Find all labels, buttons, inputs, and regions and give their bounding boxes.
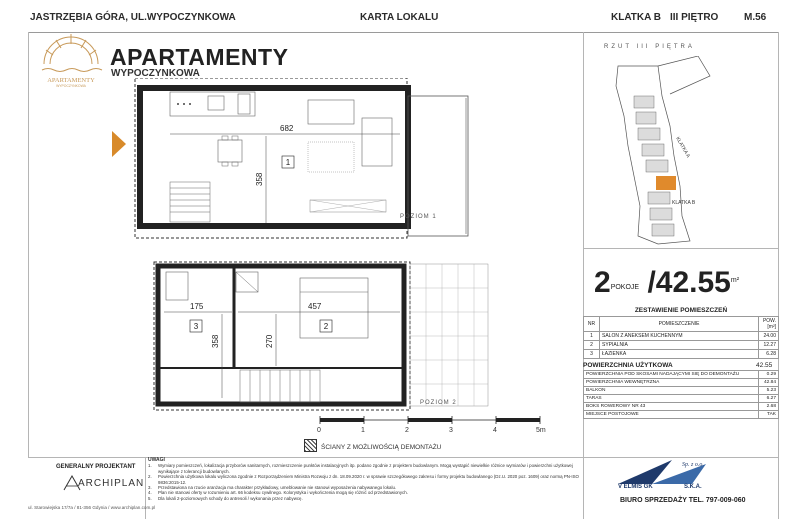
col-nr: NR [584,317,600,332]
frame-left [28,32,29,457]
designer-logo-text: ARCHIPLAN [78,478,145,489]
brand-logo-text: APARTAMENTY [47,77,95,84]
designer-title: GENERALNY PROJEKTANT [56,464,136,470]
brand-logo-sub: WYPOCZYNKOWA [56,84,86,88]
floor-plan [130,78,510,418]
table-row: 3 ŁAZIENKA 6.28 [584,350,779,359]
table-row: TARAS 6.27 [584,395,779,403]
room-2-label: 2 [323,322,329,331]
level-1-plan [135,78,468,238]
dim-358a: 358 [255,172,264,186]
staircase-label: KLATKA B [611,12,661,23]
summary-area [594,266,739,300]
note-item: Powierzchnia użytkowa lokalu wyliczona zgodnie z Rozporządzeniem Ministra Rozwoju z dn. 18.09.2020 r. w sprawie szczegółowego zakresu i formy projektu budowlanego (Dz.U. 2020 poz. 1609) oraz normą PN-ISO 9836:2015-12. [158,474,579,485]
dim-270: 270 [265,334,274,348]
table-row: BALKON 5.23 [584,387,779,395]
area-unit: m² [730,277,740,284]
table-row: POWIERZCHNIA WEWNĘTRZNA 42.84 [584,379,779,387]
scale-tick: 2 [405,427,409,434]
scale-bar [314,404,574,434]
col-area: POW. [m²] [759,317,779,332]
table-row: MIEJSCE POSTOJOWE TAK [584,411,779,419]
dim-682: 682 [280,124,294,133]
scale-tick: 4 [493,427,497,434]
brand-title: APARTAMENTY [110,44,289,70]
floor-label: III PIĘTRO [670,12,719,23]
usable-area-total: 42.55 [756,362,773,369]
notes-block: UWAGI 1. Wymiary pomieszczeń, lokalizacja przyborów sanitarnych, rozmieszczenie punktów instalacyjnych itp. podano zgodnie z projektem budowlanym. Mogą wystąpić niewielkie różnice wymiarów i powierzchni użytkowej wynikające z tolerancji budowlanych. 2. Powierzchnia użytkowa lokalu wyliczona zgodnie z Rozporządzeniem Ministra Rozwoju z dn. 18.09.2020 r. w sprawie szczegółowego zakresu i formy projektu budowlanego (Dz.U. 2020 poz. 1609) oraz normą PN-ISO 9836:2015-12. 3. Przedstawiona na rzucie aranżacja ma charakter przykładowy, umeblowanie nie stanowi wyposażenia nabywanego lokalu. 4. Plan nie stanowi oferty w rozumieniu art. 66 kodeksu cywilnego. Kolorystyka i wykończenia mogą się różnić od przedstawionych. 5. Dla lokali 2-poziomowych schody do antresoli / wykonania przez nabywcę. [148,458,588,501]
sales-office-phone: BIURO SPRZEDAŻY TEL. 797-009-060 [620,497,746,504]
highlighted-unit [656,176,676,190]
scale-tick: 3 [449,427,453,434]
header-divider [28,32,778,33]
usable-area-title: POWIERZCHNIA UŻYTKOWA [583,362,673,369]
notes-heading: UWAGI [148,457,165,463]
unit-label: M.56 [744,12,767,23]
note-item: Przedstawiona na rzucie aranżacja ma charakter przykładowy, umeblowanie nie stanowi wyposażenia nabywanego lokalu. [158,485,397,491]
scale-tick: 0 [317,427,321,434]
rooms-table [583,316,779,359]
rooms-count: 2 [594,266,611,299]
doc-title: KARTA LOKALU [360,12,439,23]
designer-address: ul. Starowiejska 17/7a / 81-356 Gdynia / www.archiplan.com.pl [28,505,156,510]
room-3-label: 3 [193,322,199,331]
klatka-a-label: KLATKA A [674,136,691,159]
site-plan-title: RZUT III PIĘTRA [604,44,695,50]
location-text: JASTRZĘBIA GÓRA, UL.WYPOCZYNKOWA [30,12,236,23]
header-bar [0,0,790,34]
table-row: 1 SALON Z ANEKSEM KUCHENNYM 24.00 [584,332,779,341]
level-2-label: POZIOM 2 [420,400,457,406]
col-name: POMIESZCZENIE [600,317,759,332]
klatka-b-label: KLATKA B [672,200,696,206]
developer-sp: Sp. z o.o. [682,462,704,468]
developer-name: V ELMIS GK [618,484,653,490]
note-item: Wymiary pomieszczeń, lokalizacja przyborów sanitarnych, rozmieszczenie punktów instalacyjnych itp. podano zgodnie z projektem budowlanym. Mogą wystąpić niewielkie różnice wymiarów i powierzchni użytkowej wynikające z tolerancji budowlanych. [158,463,573,474]
developer-form: S.K.A. [684,484,702,490]
site-plan [598,56,718,246]
brand-subtitle: WYPOCZYNKOWA [111,68,200,79]
rooms-word: POKOJE [610,284,640,291]
total-area: /42.55 [647,266,731,299]
room-1-label: 1 [285,158,291,167]
scale-tick: 5m [536,427,546,434]
frame-site-bottom [583,248,778,249]
dim-358b: 358 [211,334,220,348]
table-row: BOKS ROWEROWY NR 43 2.68 [584,403,779,411]
level-2-plan [154,262,488,410]
table-row: POWIERZCHNIA POD SKOSAMI NADAJĄCYMI SIĘ DO DEMONTAŻU 0.29 [584,371,779,379]
usable-area-table [583,370,779,419]
frame-right [778,32,779,519]
note-item: Plan nie stanowi oferty w rozumieniu art. 66 kodeksu cywilnego. Kolorystyka i wykończenia mogą się różnić od przedstawionych. [158,490,408,496]
demolition-wall-swatch [304,439,317,452]
frame-right-divider [583,32,584,519]
entrance-arrow-icon [112,131,126,157]
scale-tick: 1 [361,427,365,434]
table-header-row [584,317,779,332]
dim-457: 457 [308,302,322,311]
level-1-label: POZIOM 1 [400,214,437,220]
note-item: Dla lokali 2-poziomowych schody do antresoli / wykonania przez nabywcę. [158,495,303,501]
table-row: 2 SYPIALNIA 12.27 [584,341,779,350]
dim-175: 175 [190,302,204,311]
brand-logo-emblem [36,30,106,88]
legend-text: ŚCIANY Z MOŻLIWOŚCIĄ DEMONTAŻU [321,444,442,451]
rooms-table-title: ZESTAWIENIE POMIESZCZEŃ [634,307,728,314]
